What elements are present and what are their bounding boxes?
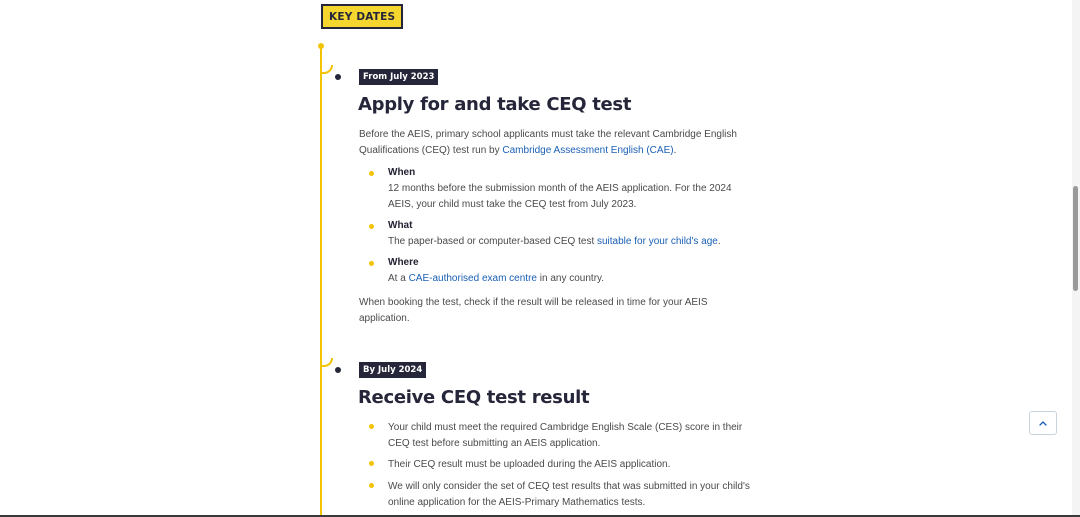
item-text: The paper-based or computer-based CEQ test	[388, 236, 597, 247]
list-item	[388, 420, 750, 451]
item-text-where	[388, 271, 750, 287]
item-text: in any country.	[536, 273, 605, 284]
age-suitable-link[interactable]: suitable for your child's age	[597, 236, 718, 247]
step-title: Apply for and take CEQ test	[358, 94, 632, 115]
bullet-icon	[369, 483, 374, 488]
chevron-up-icon	[1038, 420, 1048, 427]
exam-centre-link[interactable]: CAE-authorised exam centre	[408, 273, 537, 284]
item-text: At a	[388, 273, 409, 284]
cae-link[interactable]: Cambridge Assessment English (CAE)	[502, 144, 674, 156]
timeline-step-dot	[335, 367, 341, 373]
intro-line: Before the AEIS, primary school applicants must take the relevant Cambridge English	[359, 129, 737, 140]
timeline-connector	[321, 65, 333, 74]
note-line: application.	[359, 312, 410, 324]
bullet-icon	[369, 424, 374, 429]
scrollbar-thumb[interactable]	[1073, 186, 1078, 291]
item-title-what: What	[388, 220, 413, 231]
item-line: 12 months before the submission month of the AEIS application. For the 2024	[388, 183, 732, 194]
item-title-where: Where	[388, 257, 419, 268]
item-line: Their CEQ result must be uploaded during the AEIS application.	[388, 459, 671, 470]
step-intro	[359, 127, 749, 158]
timeline-start-dot	[318, 43, 324, 49]
step-note	[359, 295, 749, 326]
item-line: AEIS, your child must take the CEQ test from July 2023.	[388, 198, 637, 210]
list-item	[388, 479, 750, 510]
item-text-when	[388, 181, 750, 212]
bullet-icon	[369, 224, 374, 229]
date-badge: By July 2024	[359, 362, 426, 378]
intro-text: Qualifications (CEQ) test run by	[359, 144, 503, 156]
bullet-icon	[369, 461, 374, 466]
step-title: Receive CEQ test result	[358, 387, 590, 408]
intro-line	[359, 143, 749, 159]
scroll-to-top-button[interactable]	[1029, 411, 1057, 435]
item-text-what	[388, 234, 750, 250]
timeline-connector	[321, 358, 333, 367]
bullet-icon	[369, 261, 374, 266]
list-item	[388, 457, 750, 473]
bullet-icon	[369, 171, 374, 176]
timeline-line	[320, 46, 322, 517]
item-line: online application for the AEIS-Primary Mathematics tests.	[388, 496, 646, 508]
key-dates-label: KEY DATES	[321, 4, 403, 29]
item-line: Your child must meet the required Cambridge English Scale (CES) score in their	[388, 422, 743, 433]
item-title-when: When	[388, 167, 416, 178]
intro-text: .	[673, 144, 677, 156]
item-line: CEQ test before submitting an AEIS application.	[388, 437, 601, 449]
timeline-step-dot	[335, 74, 341, 80]
item-text: .	[717, 236, 721, 247]
date-badge: From July 2023	[359, 69, 438, 85]
note-line: When booking the test, check if the result will be released in time for your AEIS	[359, 297, 708, 308]
item-line: We will only consider the set of CEQ test results that was submitted in your child's	[388, 481, 750, 492]
